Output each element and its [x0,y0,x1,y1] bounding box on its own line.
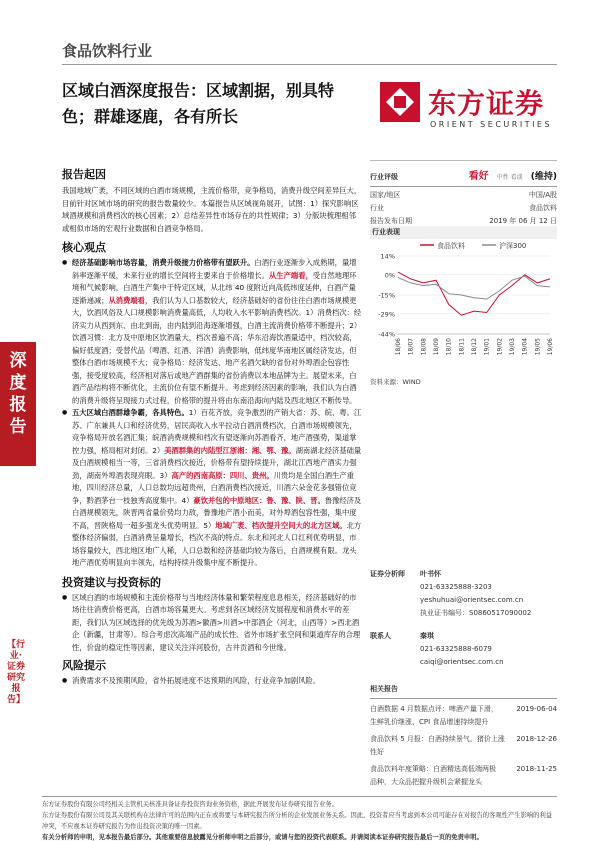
rating-row-value: 食品饮料 [529,204,557,212]
related-report-title-cont: 品种，大众品把握升级机会紧握龙头 [370,778,482,786]
core-point-1-lead: 经济基础影响市场容量，消费升级接力价格带有望跃升。 [72,258,255,267]
analyst-phone: 021-63325888-6079 [420,645,492,653]
x-tick-label: 19/06 [547,338,554,356]
core-point-2-c: 湖南湖北经济基础量及白酒规模相当一等，三省消费档次接近，价格带有望持续提升，湖北江西地产酒实力强劲，湖南外埠酒表现亮眼。3） [72,445,362,480]
analyst-header [370,630,557,643]
footer-rule [42,796,557,797]
core-point-1-demand: 我们认为人口基数较大，经济基础好的省份往往白酒市场规模更大，饮酒风俗及人口规模影响消费量高低，人均收入水平影响消费档次。1）消费档次：经济实力从西到东、由北到南，由内陆到沿海逐渐增强，白酒主流消费价格带不断提升；2）饮酒习惯：北方及中原地区饮酒量大，档次普遍不高；华东沿海饮酒量适中，档次较高，偏好低度酒；受替代品（啤酒、红酒、洋酒）消费影响，低纬度华南地区属经济发达，但整体白酒市场规模不大；竞争格局：经济发达、地产名酒欠缺的省份对外埠酒企包容性强，接受度较高，经济相对落后或地产酒群集的省份消费以本地品牌为主。展望未来，白酒产品结构将不断优化，主流价位有望不断提升。考虑到经济因素的影响，我们认为白酒的消费升级将呈现接力式过程，价格带的提升将由东南沿海向内陆及西北地区不断传导。 [72,295,362,405]
core-point-1-a: 白酒行业逐渐步入成熟期，量增斜率逐渐平缓，未来行业的增长空间将主要来自于价格增长。 [72,258,357,280]
rating-label: 行业评级 [370,173,398,181]
core-point-2-b: 美酒群集的内陆型江浙湘：湘、鄂、豫。 [164,445,296,455]
footer-line-1: 东方证券股份有限公司经相关主管机关核准具备证券投资咨询业务资格，据此开展发布证券研究报告业务。 [42,801,338,808]
risk-heading: 风险提示 [62,659,106,672]
y-tick-label: 0% [384,271,395,280]
analyst-header [370,568,557,581]
company-logo [380,82,560,132]
footer-line-2: 东方证券股份有限公司及其关联机构在法律许可的范围内正在或将要与本研究报告所分析的企业发展业务关系。因此，投资者应当考虑到本公司可能存在对报告的客观性产生影响的利益冲突，不应视本证券研究报告为作出投资决策的唯一因素。 [42,812,553,830]
rating-block [370,164,557,228]
rating-rule [370,186,557,187]
core-point-1 [62,257,362,407]
analyst-role: 联系人 [370,632,391,640]
industry-header: 食品饮料行业 [62,42,153,60]
rating-value: 看好 [468,171,489,182]
related-report-date: 2019-06-04 [516,705,557,713]
analyst-card [370,630,557,669]
analyst-phone: 021-63325888-3203 [420,583,492,591]
logo-en-text: ORIENT SECURITIES [430,120,553,129]
x-tick-label: 19/01 [483,338,491,356]
rating-rows [370,189,557,228]
origin-text: 我国地域广袤，不同区域的白酒市场规模，主流价格带，竞争格局，消费升级空间差异巨大，目前针对区域市场的研究的报告数量较少。本篇报告从区域视角展开，试图：1）探究影响区域酒规模和消费档次的核心因素；2）总结差异性市场存在的共性规律；3）分版块梳理相邻或相似市场的宏观行业数据和白酒竞争格局。 [62,186,362,233]
core-point-1-demand-lead: 从消费端看， [108,295,153,305]
related-report-title: 食品饮料年度策略：白酒精选高低端两极 [370,765,496,773]
analyst-email[interactable]: caiqi@orientsec.com.cn [420,658,504,666]
analyst-cert: 执业证书编号：S0860517090002 [420,609,532,617]
related-report-item[interactable] [370,733,557,759]
left-column [62,166,362,688]
x-tick-label: 18/08 [420,338,428,356]
related-report-title: 白酒数据 4 月数据点评：啤酒产量下滑， [370,705,498,713]
x-tick-label: 18/12 [471,338,478,356]
x-tick-label: 19/04 [521,338,529,356]
footer [42,799,557,841]
x-tick-label: 19/03 [509,338,516,356]
report-category-vertical: 【行业·证券研究报告】 [6,640,25,705]
y-tick-label: 14% [380,252,395,261]
invest-heading: 投资建议与投资标的 [62,575,161,589]
rating-top-rule [370,160,557,161]
analyst-email[interactable]: yeshuhuai@orientsec.com.cn [420,596,524,604]
analyst-role: 证券分析师 [370,570,405,578]
x-tick-label: 18/11 [458,338,466,356]
rating-row-key: 报告发布日期 [370,217,412,225]
perf-chart-svg [370,236,557,364]
core-point-1-supply: 受自然地理环境和气候影响，白酒生产集中于特定区域，从北纬 40 度附近向高低纬度延伸，白酒产量逐渐递减； [72,270,357,305]
y-tick-label: -29% [378,310,395,319]
footer-line-3: 有关分析师的申明，见本报告最后部分。其他重要信息披露见分析师申明之后部分，或请与您的投资代表联系。并请阅读本证券研究报告最后一页的免责申明。 [42,834,483,841]
analyst-name: 秦琪 [420,632,434,640]
analyst-card [370,568,557,620]
x-tick-label: 18/10 [445,338,453,356]
invest-text: ● 区域白酒的市场规模和主流价格带与当地经济体量和繁荣程度息息相关，经济基础好的市场往往消费价格更高，白酒市场容量更大。考虑到各区域经济发展程度和消费水平的差距，我们认为区域选择的优先级为苏酒>徽酒>川酒>中部酒企（河北，山西等）>西北酒企（新疆，甘肃等）。综合考虑次高端产品的成长性、省外市场扩张空间和渠道库存的合理性，价盘的稳定性等因素，建议关注洋河股份，古井贡酒和今世缘。 [62,592,362,655]
related-rule [370,698,557,699]
rating-row [370,202,557,215]
related-report-date: 2018-11-25 [516,765,557,773]
rating-row-value: 2019 年 06 月 12 日 [489,217,557,225]
rating-maintain: (维持) [530,172,557,182]
core-point-2-i: 北方整体经济偏弱，白酒消费呈量增长，档次不高的特点。东北和河北人口红利优势明显，市场容量较大，西北地区地广人稀，人口总数和经济基础均较为落后，白酒规模有限。龙头地产酒优势明显向丰领先，结构持续升级集中度不断提升。 [72,520,362,567]
y-tick-label: -44% [378,330,395,339]
analysts-block [370,568,557,679]
perf-heading: 行业表现 [370,226,557,239]
x-tick-label: 19/02 [496,338,504,356]
logo-mark-icon [380,82,420,122]
header-rule [62,64,557,65]
risk-text: ● 消费需求不及预期风险，省外拓展进度不达预期的风险，行业竞争加剧风险。 [62,675,362,688]
origin-heading: 报告起因 [62,168,106,181]
core-heading: 核心观点 [62,241,106,254]
x-tick-label: 18/09 [433,338,440,356]
related-list [370,703,557,789]
related-heading: 相关报告 [370,685,398,693]
related-report-title-cont: 生鲜乳价继涨，CPI 食品增速持续提升 [370,718,489,726]
core-point-2-a: 1）百花齐放，竞争激烈的产销大省：苏、皖、粤。江苏、广东兼具人口和经济优势，居民高收入水平拉动白酒消费档次，白酒市场规模领先，竞争格局开放名酒汇集；皖酒消费规模和档次有望逐渐向苏酒看齐，地产酒强势，渠道掌控力强，格局相对封闭。2） [72,408,362,455]
rating-options: 中性 看淡 [496,174,523,181]
analyst-name: 叶书怀 [420,570,441,578]
logo-cn-text: 东方证券 [428,87,545,120]
x-tick-label: 19/05 [534,338,542,356]
legend-label-hs300: 沪深300 [499,242,527,250]
report-title: 区域白酒深度报告：区域割据，别具特色；群雄逐鹿，各有所长 [62,81,335,126]
legend-label-food: 食品饮料 [437,242,465,250]
core-point-2-e: 川贵均是全国白酒生产重地，四川经济总量，人口总数均远超贵州，白酒消费档次接近，川酒六朵金花多强错位竞争，黔酒茅台一枝独秀高度集中。4） [72,470,357,505]
related-report-item[interactable] [370,703,557,729]
x-tick-label: 18/07 [407,338,415,356]
related-report-title: 食品饮料 5 月报：白酒持续景气，猪价上涨 [370,735,505,743]
perf-chart [370,236,557,364]
report-type-label: 深度报告 [9,351,27,437]
core-point-1-supply-lead: 从生产端看， [269,270,313,280]
rating-row-value: 中国/A股 [528,191,557,199]
chart-source: 资料来源：WIND [370,378,421,386]
x-tick-label: 18/06 [395,338,402,356]
rating-row-key: 行业 [370,204,384,212]
related-report-item[interactable] [370,763,557,789]
core-point-2-f: 豪饮并包的中原地区：鲁、豫、陕、晋。 [193,495,325,505]
core-point-2-h: 地域广袤、档次提升空间大的北方区域。 [215,520,347,530]
core-point-2-lead: 五大区域白酒群雄争霸，各具特色。 [72,408,189,417]
y-tick-label: -15% [378,291,395,300]
related-report-date: 2018-12-26 [516,735,557,743]
core-point-2-g: 鲁豫经济及白酒规模领先，陕晋两省量价势均力敌，鲁豫地产酒小而美，对外埠酒包容性强，集中度不高，晋陕格局一超多强龙头优势明显。5） [72,495,362,530]
core-point-2 [62,407,362,570]
core-point-2-d: 高产的西南高原：四川、贵州。 [171,470,274,480]
rating-row-key: 国家/地区 [370,191,401,199]
related-report-title-cont: 性好 [370,748,384,756]
series-line-hs300 [398,276,550,299]
related-block [370,683,557,793]
rating-row [370,189,557,202]
